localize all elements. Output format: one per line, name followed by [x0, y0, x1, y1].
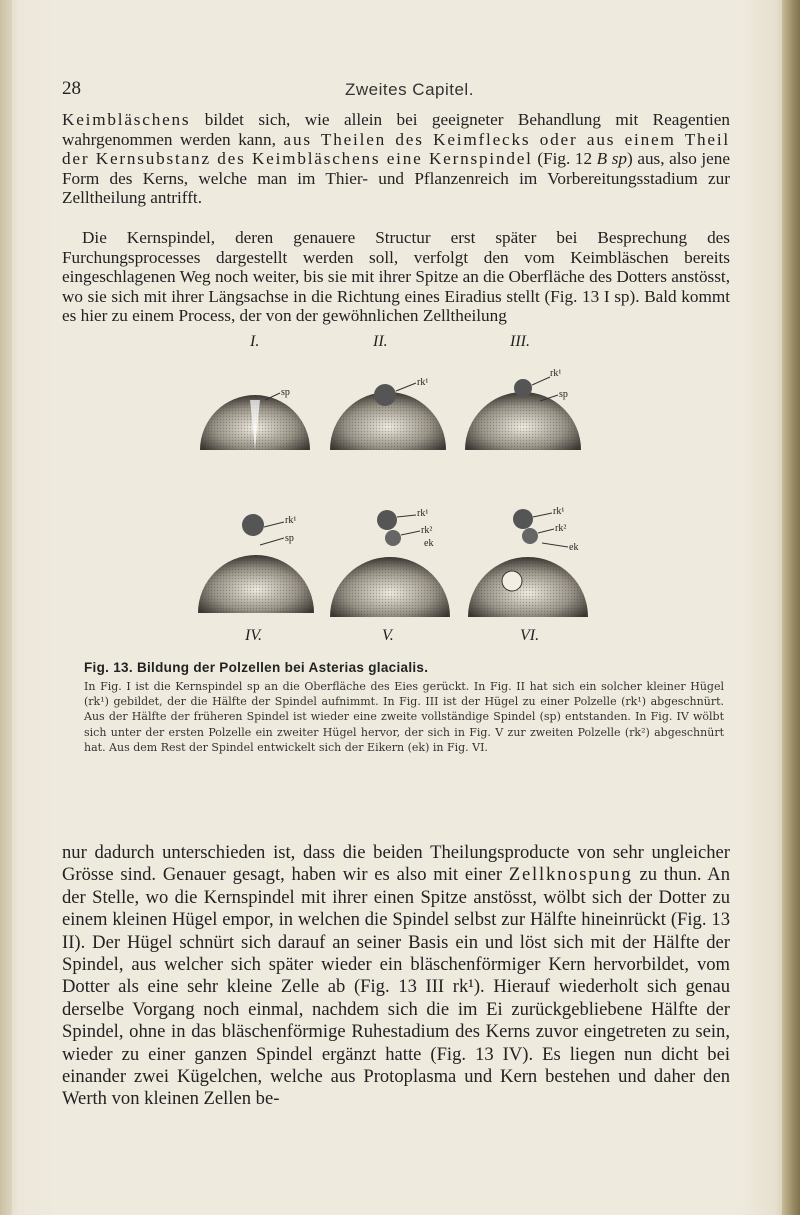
paragraph-3-text: nur dadurch unterschieden ist, dass die beiden Theilungsproducte von sehr ungleicher Grösse sind. Genauer gesagt, haben wir es also mit einer [62, 842, 730, 886]
mark-rk1: rk¹ [417, 508, 429, 519]
paragraph-3 [62, 842, 730, 1111]
mark-rk1: rk¹ [550, 368, 562, 379]
figure-label-V: V. [382, 627, 394, 644]
running-head: Zweites Capitel. [345, 80, 474, 99]
figure-ref: B sp [596, 149, 628, 169]
mark-ek: ek [424, 538, 434, 549]
page-edge [782, 0, 800, 1215]
mark-sp: sp [285, 533, 294, 544]
figure-13 [180, 333, 620, 655]
figure-label-VI: VI. [520, 627, 540, 644]
mark-ek: ek [569, 542, 579, 553]
figure-label-II: II. [373, 333, 388, 350]
page-gutter [0, 0, 12, 1215]
figure-label-IV: IV. [245, 627, 263, 644]
egg-figure-VI [468, 509, 588, 617]
egg-figure-III [465, 377, 581, 450]
figure-caption-body: In Fig. I ist die Kernspindel sp an die Oberfläche des Eies gerückt. In Fig. II hat sich ein solcher kleiner Hügel (rk¹) gebildet, der die Hälfte der Spindel aufnimmt. In Fig. III ist der Hügel zu einer Polzelle (rk¹) abgeschnürt. Aus der Hälfte der früheren Spindel ist wieder eine zweite vollständige Spindel (sp) entstanden. In Fig. IV wölbt sich unter der ersten Polzelle ein zweiter Hügel hervor, der sich in Fig. V zur zweiten Polzelle (rk²) abgeschnürt hat. Aus dem Rest der Spindel entwickelt sich der Eikern (ek) in Fig. VI. [84, 680, 724, 754]
mark-rk2: rk² [555, 523, 567, 534]
paragraph-1-text: (Fig. 12 [532, 149, 597, 169]
spaced-term: Keimbläschens [62, 110, 191, 129]
paragraph-1-text: ) aus, also jene Form des Kerns, welche man im Thier- und Pflanzenreich im Vorbereitungsstadium zur Zelltheilung antrifft. [62, 149, 731, 208]
mark-rk1: rk¹ [553, 506, 565, 517]
egg-figure-I [200, 393, 310, 450]
mark-rk1: rk¹ [417, 377, 429, 388]
egg-figure-II [330, 383, 446, 450]
page-number: 28 [62, 78, 81, 99]
figure-caption-title: Fig. 13. Bildung der Polzellen bei Asterias glacialis. [84, 660, 429, 675]
paragraph-1 [62, 110, 730, 208]
egg-figure-IV [198, 514, 314, 613]
paragraph-1-text: bildet sich, wie allein bei geeigneter Behandlung mit Reagentien wahrgenommen werden kann, [62, 110, 730, 149]
figure-label-I: I. [250, 333, 260, 350]
mark-rk2: rk² [421, 525, 433, 536]
mark-rk1: rk¹ [285, 515, 297, 526]
spaced-term: aus Theilen des Keimflecks oder aus einem Theil der Kernsubstanz des Keimbläschens eine Kernspindel [62, 129, 730, 169]
paragraph-2: Die Kernspindel, deren genauere Structur erst später bei Besprechung des Furchungsprocesses dargestellt werden soll, verfolgt den vom Keimbläschen bereits eingeschlagenen Weg noch weiter, bis sie mit ihrer Spitze an die Oberfläche des Dotters anstösst, wo sie sich mit ihrer Längsachse in die Richtung eines Eiradius stellt (Fig. 13 I sp). Bald kommt es hier zu einem Process, der von der gewöhnlichen Zelltheilung [62, 228, 730, 326]
mark-sp: sp [559, 389, 568, 400]
polzellen-illustration [180, 355, 620, 655]
paragraph-3-text: zu thun. An der Stelle, wo die Kernspindel mit ihrer einen Spitze anstösst, wölbt sich der Dotter zu einem kleinen Hügel empor, in welchen die Spindel selbst zur Hälfte hineinrückt (Fig. 13 II). Der Hügel schnürt sich darauf an seiner Basis ein und löst sich mit der Hälfte der Spindel, aus welcher sich später wieder ein bläschenförmiger Kern hervorbildet, vom Dotter als eine sehr kleine Zelle ab (Fig. 13 III rk¹). Hierauf wiederholt sich genau derselbe Vorgang noch einmal, nachdem sich die im Ei zurückgebliebene Hälfte der Spindel, ohne in das bläschenförmige Ruhestadium des Kerns zuvor eingetreten zu sein, wieder zu einer ganzen Spindel ergänzt hatte (Fig. 13 IV). Es liegen nun dicht bei einander zwei Kügelchen, welche aus Protoplasma und Kern bestehen und daher den Werth von kleinen Zellen be- [62, 864, 730, 1110]
spaced-term: Zellknospung [508, 864, 633, 886]
figure-label-III: III. [510, 333, 530, 350]
mark-sp: sp [281, 387, 290, 398]
